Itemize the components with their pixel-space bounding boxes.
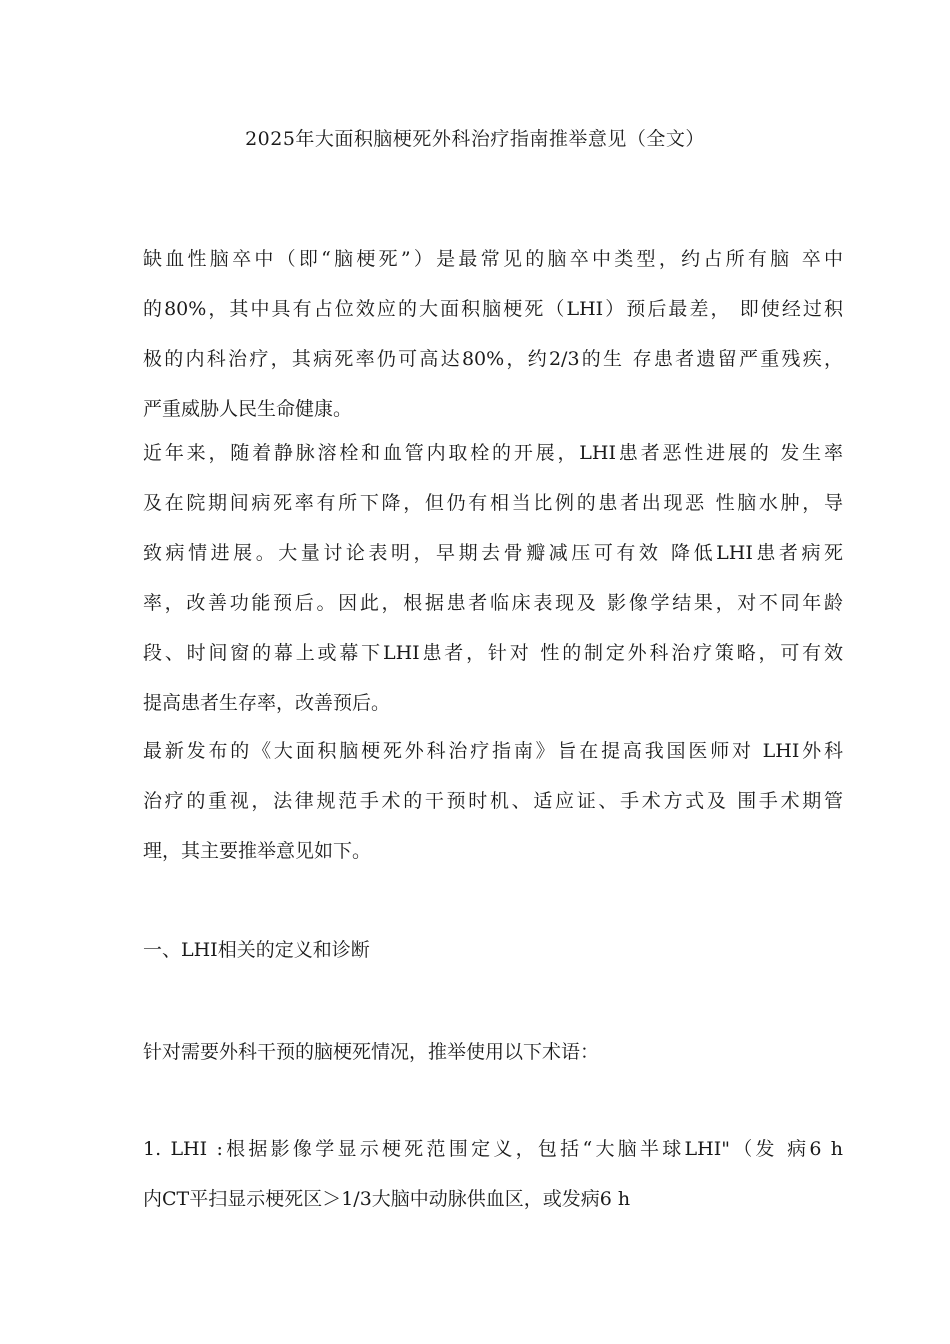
paragraph-line: 率，改善功能预后。因此，根据患者临床表现及 影像学结果，对不同年龄: [143, 592, 843, 614]
paragraph-1: [143, 241, 843, 441]
paragraph-line: 缺血性脑卒中（即“脑梗死”）是最常见的脑卒中类型，约占所有脑 卒中: [143, 248, 843, 270]
paragraph-2: [143, 435, 843, 735]
definition-line: 内CT平扫显示梗死区＞1/3大脑中动脉供血区，或发病6 h: [143, 1188, 631, 1210]
paragraph-line: 极的内科治疗，其病死率仍可高达80%，约2/3的生 存患者遗留严重残疾，: [143, 348, 843, 370]
paragraph-3: [143, 733, 843, 883]
paragraph-line: 提高患者生存率，改善预后。: [143, 692, 391, 714]
paragraph-line: 致病情进展。大量讨论表明，早期去骨瓣减压可有效 降低LHI患者病死: [143, 542, 843, 564]
definition-line: 1. LHI :根据影像学显示梗死范围定义，包括“大脑半球LHI"（发 病6 h: [143, 1138, 843, 1160]
paragraph-line: 严重威胁人民生命健康。: [143, 398, 353, 420]
paragraph-line: 近年来，随着静脉溶栓和血管内取栓的开展，LHI患者恶性进展的 发生率: [143, 442, 843, 464]
paragraph-line: 理，其主要推举意见如下。: [143, 840, 372, 862]
paragraph-line: 最新发布的《大面积脑梗死外科治疗指南》旨在提高我国医师对 LHI外科: [143, 740, 843, 762]
document-title: 2025年大面积脑梗死外科治疗指南推举意见（全文）: [245, 128, 705, 150]
intro-sentence: 针对需要外科干预的脑梗死情况，推举使用以下术语：: [143, 1041, 600, 1063]
paragraph-line: 的80%，其中具有占位效应的大面积脑梗死（LHI）预后最差， 即使经过积: [143, 298, 843, 320]
paragraph-line: 段、时间窗的幕上或幕下LHI患者，针对 性的制定外科治疗策略，可有效: [143, 642, 843, 664]
section-heading: 一、LHI相关的定义和诊断: [143, 939, 370, 961]
paragraph-line: 治疗的重视，法律规范手术的干预时机、适应证、手术方式及 围手术期管: [143, 790, 843, 812]
definition-item: [143, 1131, 843, 1231]
paragraph-line: 及在院期间病死率有所下降，但仍有相当比例的患者出现恶 性脑水肿，导: [143, 492, 843, 514]
